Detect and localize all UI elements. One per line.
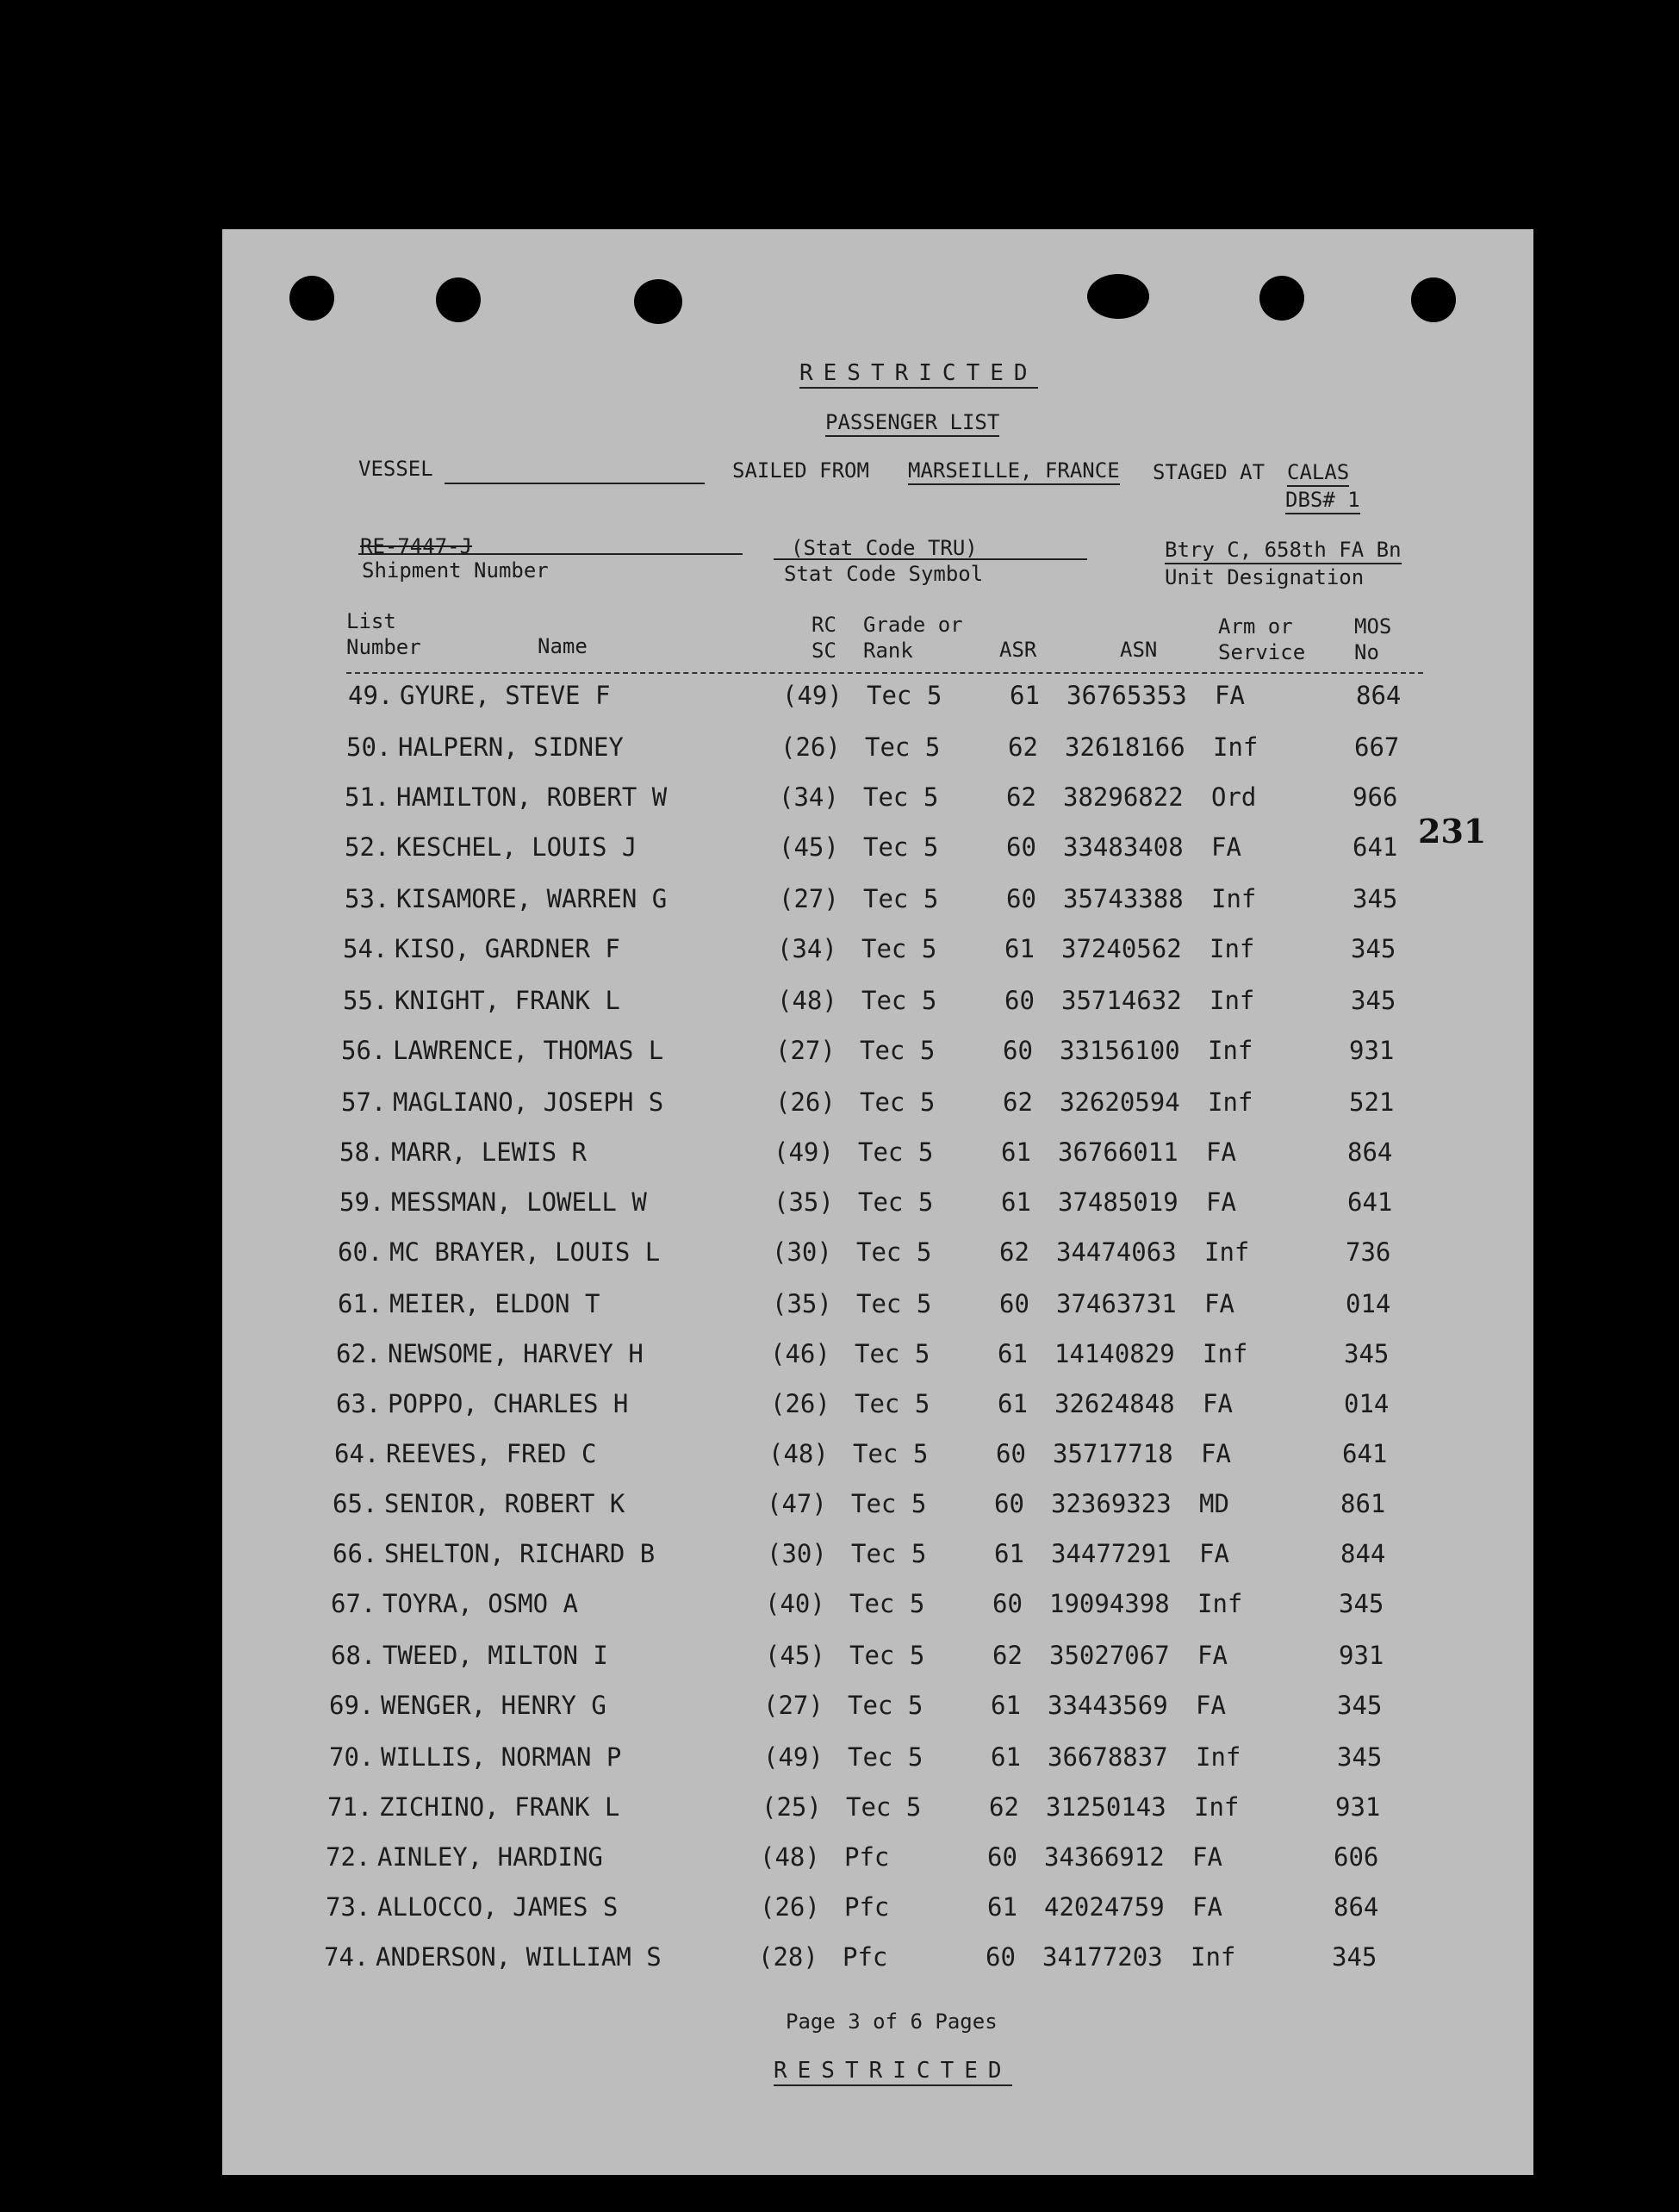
stat-code-label: Stat Code Symbol <box>784 562 984 586</box>
row-rc: (34) <box>777 934 837 963</box>
row-number: 53. <box>345 884 390 913</box>
row-number: 51. <box>345 782 390 812</box>
row-arm: Inf <box>1210 986 1255 1015</box>
row-rc: (30) <box>767 1539 827 1568</box>
row-number: 65. <box>333 1489 378 1518</box>
page-count: Page 3 of 6 Pages <box>786 2009 998 2034</box>
table-row <box>222 986 1533 1034</box>
row-asn: 34477291 <box>1051 1539 1172 1568</box>
row-number: 49. <box>348 681 394 710</box>
row-name: WENGER, HENRY G <box>381 1691 606 1720</box>
row-name: MC BRAYER, LOUIS L <box>389 1237 661 1267</box>
unit-designation-value: Btry C, 658th FA Bn <box>1165 538 1402 564</box>
stat-code-line <box>774 558 1087 560</box>
table-row <box>222 1691 1533 1739</box>
shipment-number-line <box>358 553 743 555</box>
row-number: 67. <box>331 1589 376 1618</box>
row-arm: FA <box>1203 1389 1233 1418</box>
table-row <box>222 1289 1533 1337</box>
row-rc: (27) <box>779 884 839 913</box>
row-asr: 62 <box>1006 782 1036 812</box>
table-row <box>222 1742 1533 1791</box>
table-row <box>222 1589 1533 1637</box>
table-row <box>222 782 1533 831</box>
row-name: WILLIS, NORMAN P <box>381 1742 622 1772</box>
row-asr: 61 <box>998 1339 1028 1368</box>
stat-code-value: (Stat Code TRU) <box>791 536 978 560</box>
header-divider <box>346 672 1423 674</box>
row-arm: MD <box>1199 1489 1229 1518</box>
row-mos: 345 <box>1332 1942 1377 1972</box>
row-arm: Ord <box>1211 782 1257 812</box>
row-grade: Tec 5 <box>851 1539 927 1568</box>
table-row <box>222 681 1533 729</box>
row-asn: 33443569 <box>1048 1691 1168 1720</box>
row-name: GYURE, STEVE F <box>400 681 611 710</box>
row-mos: 345 <box>1337 1742 1383 1772</box>
row-grade: Tec 5 <box>846 1792 922 1822</box>
row-number: 74. <box>324 1942 370 1972</box>
row-name: TWEED, MILTON I <box>382 1641 608 1670</box>
row-asn: 34366912 <box>1044 1842 1165 1872</box>
row-asn: 32624848 <box>1054 1389 1175 1418</box>
punch-hole <box>1087 274 1149 319</box>
row-arm: FA <box>1206 1187 1236 1217</box>
table-row <box>222 1137 1533 1186</box>
row-name: HAMILTON, ROBERT W <box>396 782 668 812</box>
row-arm: FA <box>1206 1137 1236 1167</box>
row-grade: Tec 5 <box>851 1489 927 1518</box>
row-rc: (26) <box>760 1892 820 1922</box>
row-asr: 62 <box>1003 1087 1033 1117</box>
row-asn: 33156100 <box>1060 1036 1180 1065</box>
row-name: MAGLIANO, JOSEPH S <box>393 1087 664 1117</box>
table-row <box>222 1439 1533 1487</box>
shipment-number-value: RE-7447-J <box>360 534 473 558</box>
punch-hole <box>289 276 334 321</box>
row-name: ALLOCCO, JAMES S <box>377 1892 619 1922</box>
row-name: LAWRENCE, THOMAS L <box>393 1036 664 1065</box>
row-number: 68. <box>331 1641 376 1670</box>
row-rc: (35) <box>772 1289 832 1318</box>
table-row <box>222 1942 1533 1991</box>
header-mos: MOS No <box>1354 614 1392 664</box>
header-asn: ASN <box>1120 638 1158 662</box>
row-arm: FA <box>1197 1641 1228 1670</box>
row-rc: (49) <box>763 1742 824 1772</box>
row-grade: Pfc <box>844 1892 890 1922</box>
row-grade: Tec 5 <box>867 681 942 710</box>
dbs-value: DBS# 1 <box>1285 488 1360 514</box>
row-mos: 345 <box>1351 986 1396 1015</box>
table-row <box>222 1792 1533 1841</box>
table-row <box>222 1339 1533 1387</box>
header-title: RESTRICTED <box>799 360 1038 389</box>
header-arm-service: Arm or Service <box>1218 614 1306 664</box>
sailed-from-value: MARSEILLE, FRANCE <box>908 458 1120 485</box>
row-mos: 606 <box>1334 1842 1379 1872</box>
row-asr: 60 <box>996 1439 1026 1468</box>
row-number: 61. <box>338 1289 383 1318</box>
row-mos: 844 <box>1340 1539 1386 1568</box>
row-name: KNIGHT, FRANK L <box>395 986 620 1015</box>
row-mos: 931 <box>1335 1792 1381 1822</box>
row-rc: (45) <box>765 1641 825 1670</box>
sailed-from-label: SAILED FROM <box>732 458 869 483</box>
table-row <box>222 1539 1533 1587</box>
header-name: Name <box>538 634 588 658</box>
row-arm: Inf <box>1208 1087 1253 1117</box>
row-name: TOYRA, OSMO A <box>382 1589 578 1618</box>
table-row <box>222 1641 1533 1689</box>
row-number: 56. <box>341 1036 387 1065</box>
row-grade: Tec 5 <box>856 1237 932 1267</box>
row-name: MARR, LEWIS R <box>391 1137 587 1167</box>
vessel-blank-line <box>445 483 705 484</box>
row-grade: Tec 5 <box>848 1691 923 1720</box>
row-asn: 36765353 <box>1066 681 1187 710</box>
row-rc: (34) <box>779 782 839 812</box>
row-mos: 736 <box>1346 1237 1391 1267</box>
row-mos: 861 <box>1340 1489 1386 1518</box>
row-rc: (49) <box>782 681 843 710</box>
row-number: 59. <box>339 1187 385 1217</box>
row-name: KESCHEL, LOUIS J <box>396 832 637 862</box>
row-asr: 60 <box>994 1489 1024 1518</box>
unit-designation-label: Unit Designation <box>1165 565 1365 589</box>
punch-hole <box>436 277 481 322</box>
table-row <box>222 1389 1533 1437</box>
header-asr: ASR <box>999 638 1037 662</box>
row-mos: 345 <box>1344 1339 1390 1368</box>
row-arm: Inf <box>1213 732 1259 762</box>
punch-hole <box>634 279 682 324</box>
row-asr: 60 <box>1004 986 1035 1015</box>
row-asn: 35717718 <box>1053 1439 1173 1468</box>
row-asn: 32620594 <box>1060 1087 1180 1117</box>
row-asr: 62 <box>1008 732 1038 762</box>
row-asn: 35743388 <box>1063 884 1184 913</box>
row-arm: FA <box>1211 832 1241 862</box>
row-mos: 667 <box>1354 732 1400 762</box>
row-asn: 37463731 <box>1056 1289 1177 1318</box>
staged-at-label: STAGED AT <box>1153 460 1265 484</box>
row-rc: (26) <box>770 1389 830 1418</box>
row-rc: (30) <box>772 1237 832 1267</box>
row-grade: Tec 5 <box>861 934 937 963</box>
row-rc: (26) <box>780 732 841 762</box>
row-rc: (40) <box>765 1589 825 1618</box>
punch-hole <box>1259 276 1304 321</box>
row-rc: (45) <box>779 832 839 862</box>
row-grade: Tec 5 <box>863 832 939 862</box>
row-number: 71. <box>327 1792 373 1822</box>
row-mos: 345 <box>1339 1589 1384 1618</box>
footer-title: RESTRICTED <box>774 2058 1012 2086</box>
row-number: 63. <box>336 1389 382 1418</box>
row-rc: (46) <box>770 1339 830 1368</box>
row-arm: FA <box>1192 1892 1222 1922</box>
row-asr: 60 <box>987 1842 1017 1872</box>
row-asr: 61 <box>994 1539 1024 1568</box>
row-asn: 37240562 <box>1061 934 1182 963</box>
row-grade: Tec 5 <box>863 782 939 812</box>
row-number: 52. <box>345 832 390 862</box>
row-name: SHELTON, RICHARD B <box>384 1539 656 1568</box>
row-asn: 32618166 <box>1065 732 1185 762</box>
table-row <box>222 832 1533 881</box>
row-asn: 31250143 <box>1046 1792 1166 1822</box>
row-asr: 61 <box>987 1892 1017 1922</box>
row-rc: (28) <box>758 1942 818 1972</box>
document-page <box>222 229 1533 2175</box>
row-number: 57. <box>341 1087 387 1117</box>
row-number: 50. <box>346 732 392 762</box>
row-asn: 34474063 <box>1056 1237 1177 1267</box>
row-grade: Tec 5 <box>860 1087 936 1117</box>
row-number: 60. <box>338 1237 383 1267</box>
row-arm: Inf <box>1203 1339 1248 1368</box>
table-row <box>222 1087 1533 1136</box>
row-name: MESSMAN, LOWELL W <box>391 1187 647 1217</box>
table-row <box>222 1489 1533 1537</box>
row-arm: Inf <box>1196 1742 1241 1772</box>
table-row <box>222 1842 1533 1891</box>
row-name: KISO, GARDNER F <box>395 934 620 963</box>
row-number: 73. <box>326 1892 371 1922</box>
vessel-label: VESSEL <box>358 457 433 481</box>
row-asr: 60 <box>1003 1036 1033 1065</box>
row-mos: 641 <box>1347 1187 1393 1217</box>
header-list-number: List Number <box>346 609 421 659</box>
row-number: 58. <box>339 1137 385 1167</box>
row-arm: Inf <box>1208 1036 1253 1065</box>
row-asn: 36678837 <box>1048 1742 1168 1772</box>
row-number: 70. <box>329 1742 375 1772</box>
row-asn: 35027067 <box>1049 1641 1170 1670</box>
row-asr: 61 <box>991 1742 1021 1772</box>
row-arm: Inf <box>1204 1237 1250 1267</box>
row-mos: 521 <box>1349 1087 1395 1117</box>
row-grade: Tec 5 <box>849 1589 925 1618</box>
row-number: 62. <box>336 1339 382 1368</box>
row-asn: 42024759 <box>1044 1892 1165 1922</box>
row-grade: Tec 5 <box>853 1439 929 1468</box>
row-rc: (27) <box>763 1691 824 1720</box>
row-mos: 641 <box>1353 832 1398 862</box>
row-name: AINLEY, HARDING <box>377 1842 603 1872</box>
row-mos: 014 <box>1344 1389 1390 1418</box>
table-row <box>222 1237 1533 1286</box>
row-rc: (48) <box>777 986 837 1015</box>
row-mos: 864 <box>1334 1892 1379 1922</box>
row-grade: Tec 5 <box>855 1389 930 1418</box>
row-number: 72. <box>326 1842 371 1872</box>
row-grade: Pfc <box>844 1842 890 1872</box>
row-number: 64. <box>334 1439 380 1468</box>
row-number: 55. <box>343 986 389 1015</box>
row-grade: Tec 5 <box>863 884 939 913</box>
row-arm: FA <box>1192 1842 1222 1872</box>
row-arm: FA <box>1204 1289 1234 1318</box>
row-asr: 61 <box>991 1691 1021 1720</box>
row-asn: 14140829 <box>1054 1339 1175 1368</box>
row-name: NEWSOME, HARVEY H <box>388 1339 644 1368</box>
row-asr: 61 <box>998 1389 1028 1418</box>
row-asr: 61 <box>1001 1137 1031 1167</box>
row-arm: Inf <box>1191 1942 1236 1972</box>
document-subtitle: PASSENGER LIST <box>825 410 999 437</box>
row-rc: (48) <box>760 1842 820 1872</box>
row-arm: FA <box>1199 1539 1229 1568</box>
row-number: 69. <box>329 1691 375 1720</box>
table-row <box>222 1187 1533 1236</box>
row-asr: 60 <box>1006 832 1036 862</box>
shipment-number-label: Shipment Number <box>362 558 549 583</box>
row-asn: 38296822 <box>1063 782 1184 812</box>
punch-hole <box>1411 277 1456 322</box>
row-mos: 641 <box>1342 1439 1388 1468</box>
table-row <box>222 1892 1533 1941</box>
row-arm: FA <box>1215 681 1245 710</box>
row-arm: FA <box>1201 1439 1231 1468</box>
row-rc: (47) <box>767 1489 827 1518</box>
row-grade: Tec 5 <box>860 1036 936 1065</box>
row-asr: 60 <box>992 1589 1023 1618</box>
table-row <box>222 1036 1533 1084</box>
page-number-stamp: 231 <box>1418 812 1487 851</box>
row-grade: Tec 5 <box>865 732 941 762</box>
row-name: KISAMORE, WARREN G <box>396 884 668 913</box>
row-name: ZICHINO, FRANK L <box>379 1792 620 1822</box>
row-name: MEIER, ELDON T <box>389 1289 600 1318</box>
row-asn: 37485019 <box>1058 1187 1178 1217</box>
row-asn: 35714632 <box>1061 986 1182 1015</box>
row-mos: 864 <box>1356 681 1402 710</box>
row-mos: 345 <box>1337 1691 1383 1720</box>
row-arm: Inf <box>1210 934 1255 963</box>
row-asr: 61 <box>1004 934 1035 963</box>
row-rc: (49) <box>774 1137 834 1167</box>
row-asr: 62 <box>989 1792 1019 1822</box>
row-arm: FA <box>1196 1691 1226 1720</box>
row-mos: 966 <box>1353 782 1398 812</box>
row-asn: 34177203 <box>1042 1942 1163 1972</box>
table-row <box>222 884 1533 932</box>
row-asn: 32369323 <box>1051 1489 1172 1518</box>
staged-at-value: CALAS <box>1287 460 1349 487</box>
row-asr: 60 <box>999 1289 1029 1318</box>
row-grade: Tec 5 <box>848 1742 923 1772</box>
row-name: ANDERSON, WILLIAM S <box>376 1942 662 1972</box>
row-asn: 36766011 <box>1058 1137 1178 1167</box>
row-rc: (48) <box>768 1439 829 1468</box>
row-mos: 864 <box>1347 1137 1393 1167</box>
row-grade: Pfc <box>843 1942 888 1972</box>
row-grade: Tec 5 <box>849 1641 925 1670</box>
row-number: 54. <box>343 934 389 963</box>
row-asr: 60 <box>1006 884 1036 913</box>
header-grade: Grade or Rank <box>863 613 963 663</box>
row-rc: (25) <box>762 1792 822 1822</box>
row-mos: 931 <box>1349 1036 1395 1065</box>
row-asr: 62 <box>992 1641 1023 1670</box>
row-grade: Tec 5 <box>858 1187 934 1217</box>
row-grade: Tec 5 <box>855 1339 930 1368</box>
row-grade: Tec 5 <box>856 1289 932 1318</box>
row-mos: 014 <box>1346 1289 1391 1318</box>
row-arm: Inf <box>1211 884 1257 913</box>
row-asn: 19094398 <box>1049 1589 1170 1618</box>
row-name: POPPO, CHARLES H <box>388 1389 629 1418</box>
row-name: REEVES, FRED C <box>386 1439 597 1468</box>
row-arm: Inf <box>1194 1792 1240 1822</box>
row-grade: Tec 5 <box>861 986 937 1015</box>
row-mos: 345 <box>1353 884 1398 913</box>
row-name: SENIOR, ROBERT K <box>384 1489 625 1518</box>
table-row <box>222 732 1533 781</box>
row-arm: Inf <box>1197 1589 1243 1618</box>
row-asn: 33483408 <box>1063 832 1184 862</box>
row-rc: (35) <box>774 1187 834 1217</box>
table-row <box>222 934 1533 982</box>
row-mos: 931 <box>1339 1641 1384 1670</box>
header-rc-sc: RC SC <box>812 613 836 663</box>
row-asr: 62 <box>999 1237 1029 1267</box>
row-asr: 61 <box>1010 681 1040 710</box>
row-mos: 345 <box>1351 934 1396 963</box>
row-asr: 61 <box>1001 1187 1031 1217</box>
row-asr: 60 <box>986 1942 1016 1972</box>
row-name: HALPERN, SIDNEY <box>398 732 624 762</box>
row-number: 66. <box>333 1539 378 1568</box>
row-grade: Tec 5 <box>858 1137 934 1167</box>
row-rc: (26) <box>775 1087 836 1117</box>
row-rc: (27) <box>775 1036 836 1065</box>
